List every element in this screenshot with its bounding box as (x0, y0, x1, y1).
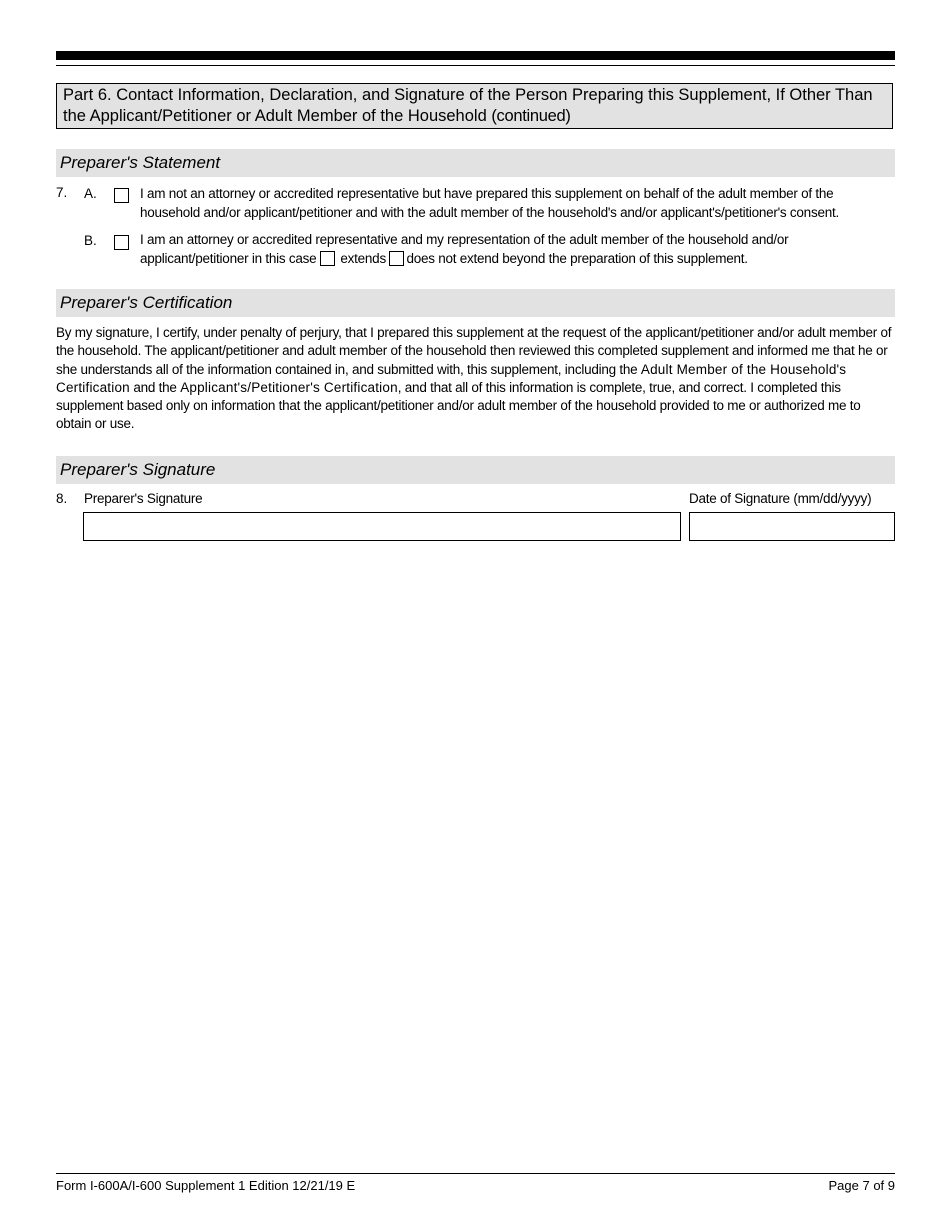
option-b-line2 (140, 250, 748, 269)
certification-ref-applicant: Applicant's/Petitioner's Certification (180, 379, 398, 395)
option-a-letter: A. (84, 186, 97, 201)
section-preparers-certification: Preparer's Certification (56, 289, 895, 317)
footer-rule (56, 1173, 895, 1174)
does-not-extend-checkbox[interactable] (389, 251, 404, 266)
signature-label: Preparer's Signature (84, 491, 203, 506)
section-preparers-signature: Preparer's Signature (56, 456, 895, 484)
option-b-letter: B. (84, 233, 97, 248)
preparer-signature-field[interactable] (83, 512, 681, 541)
extends-checkbox[interactable] (320, 251, 335, 266)
option-a-checkbox[interactable] (114, 188, 129, 203)
part-title: Part 6. Contact Information, Declaration, and Signature of the Person Preparing this Supplement, If Other Than the Applicant/Petitioner or Adult Member of the Household (63, 86, 873, 125)
certification-paragraph (56, 324, 894, 434)
item-number-8: 8. (56, 491, 68, 506)
does-not-extend-label: does not extend beyond the preparation of this supplement. (406, 251, 748, 266)
certification-text-3: , and that all of this information is complete, true, and correct. I completed this supplement based only on information that the applicant/petitioner and/or adult member of the household provided to me or authorized me to obtain or use. (56, 379, 861, 432)
certification-text-1: By my signature, I certify, under penalty of perjury, that I prepared this supplement at the request of the applicant/petitioner and/or adult member of the household. The applicant/petitioner and adult member of the household then reviewed this completed supplement and informed me that he or she understands all of the information contained in, and submitted with, this supplement, including the (56, 325, 892, 377)
option-b-line1: I am an attorney or accredited representative and my representation of the adult member of the household and/or (140, 232, 789, 247)
part-continued: (continued) (491, 107, 571, 125)
top-rule-thin (56, 65, 895, 66)
date-of-signature-field[interactable] (689, 512, 895, 541)
date-label: Date of Signature (mm/dd/yyyy) (689, 491, 872, 506)
option-a-line2: household and/or applicant/petitioner and with the adult member of the household's and/or applicant's/petitioner's consent. (140, 205, 839, 220)
part-header (56, 83, 893, 129)
extends-label: extends (340, 251, 386, 266)
option-b-line2-prefix: applicant/petitioner in this case (140, 251, 317, 266)
option-b-checkbox[interactable] (114, 235, 129, 250)
option-a-line1: I am not an attorney or accredited representative but have prepared this supplement on behalf of the adult member of the (140, 186, 834, 201)
section-preparers-statement: Preparer's Statement (56, 149, 895, 177)
item-number-7: 7. (56, 185, 68, 200)
certification-text-2: and the (129, 379, 181, 395)
top-rule-thick (56, 51, 895, 60)
certification-ref-household: Adult Member of the Household's Certification (56, 361, 847, 395)
footer-page-number: Page 7 of 9 (828, 1178, 895, 1193)
footer-form-id: Form I-600A/I-600 Supplement 1 Edition 12/21/19 E (56, 1178, 356, 1193)
